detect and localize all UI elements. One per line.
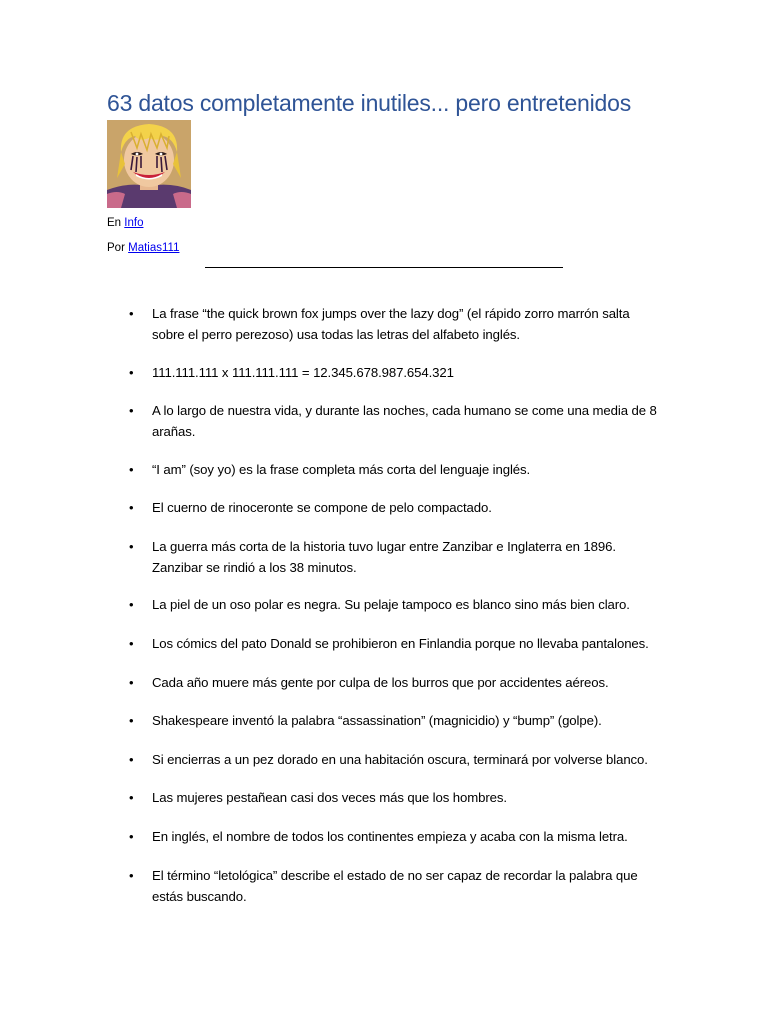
fact-text: 111.111.111 x 111.111.111 = 12.345.678.987.654.321 [152,365,454,380]
list-item [129,749,659,770]
fact-text: El cuerno de rinoceronte se compone de pelo compactado. [152,500,492,515]
fact-text: Las mujeres pestañean casi dos veces más que los hombres. [152,790,507,805]
fact-text: Si encierras a un pez dorado en una habitación oscura, terminará por volverse blanco. [152,752,648,767]
list-item [129,594,659,615]
fact-text: Cada año muere más gente por culpa de los burros que por accidentes aéreos. [152,675,609,690]
author-link[interactable]: Matias111 [128,242,180,254]
category-line [107,217,143,229]
fact-text: La piel de un oso polar es negra. Su pelaje tampoco es blanco sino más bien claro. [152,597,630,612]
fact-text: A lo largo de nuestra vida, y durante las noches, cada humano se come una media de 8 arañas. [152,403,657,439]
list-item [129,672,659,693]
author-prefix: Por [107,242,125,254]
list-item [129,787,659,808]
list-item [129,400,659,442]
author-line [107,242,179,254]
list-item [129,826,659,847]
fact-text: “I am” (soy yo) es la frase completa más corta del lenguaje inglés. [152,462,531,477]
fact-text: La guerra más corta de la historia tuvo lugar entre Zanzibar e Inglaterra en 1896. Zanzibar se rindió a los 38 minutos. [152,539,616,575]
fact-text: Shakespeare inventó la palabra “assassination” (magnicidio) y “bump” (golpe). [152,713,602,728]
list-item [129,303,659,345]
bullet-icon: • [129,306,134,321]
list-item [129,710,659,731]
bullet-icon: • [129,752,134,767]
list-item [129,633,659,654]
fact-text: Los cómics del pato Donald se prohibieron en Finlandia porque no llevaba pantalones. [152,636,649,651]
bullet-icon: • [129,675,134,690]
category-link[interactable]: Info [124,217,144,229]
bullet-icon: • [129,403,134,418]
bullet-icon: • [129,790,134,805]
list-item [129,536,659,578]
bullet-icon: • [129,500,134,515]
bullet-icon: • [129,829,134,844]
bullet-icon: • [129,636,134,651]
author-avatar [107,120,191,208]
fact-text: El término “letológica” describe el estado de no ser capaz de recordar la palabra que estás buscando. [152,868,638,904]
bullet-icon: • [129,539,134,554]
bullet-icon: • [129,868,134,883]
bullet-icon: • [129,597,134,612]
bullet-icon: • [129,462,134,477]
category-prefix: En [107,217,122,229]
list-item [129,497,659,518]
fact-text: En inglés, el nombre de todos los continentes empieza y acaba con la misma letra. [152,829,628,844]
list-item [129,865,659,907]
bullet-icon: • [129,713,134,728]
page-title: 63 datos completamente inutiles... pero entretenidos [107,90,632,116]
list-item [129,362,659,383]
fact-text: La frase “the quick brown fox jumps over the lazy dog” (el rápido zorro marrón salta sobre el perro perezoso) usa todas las letras del alfabeto inglés. [152,306,630,342]
bullet-icon: • [129,365,134,380]
list-item [129,459,659,480]
horizontal-divider [205,267,563,268]
